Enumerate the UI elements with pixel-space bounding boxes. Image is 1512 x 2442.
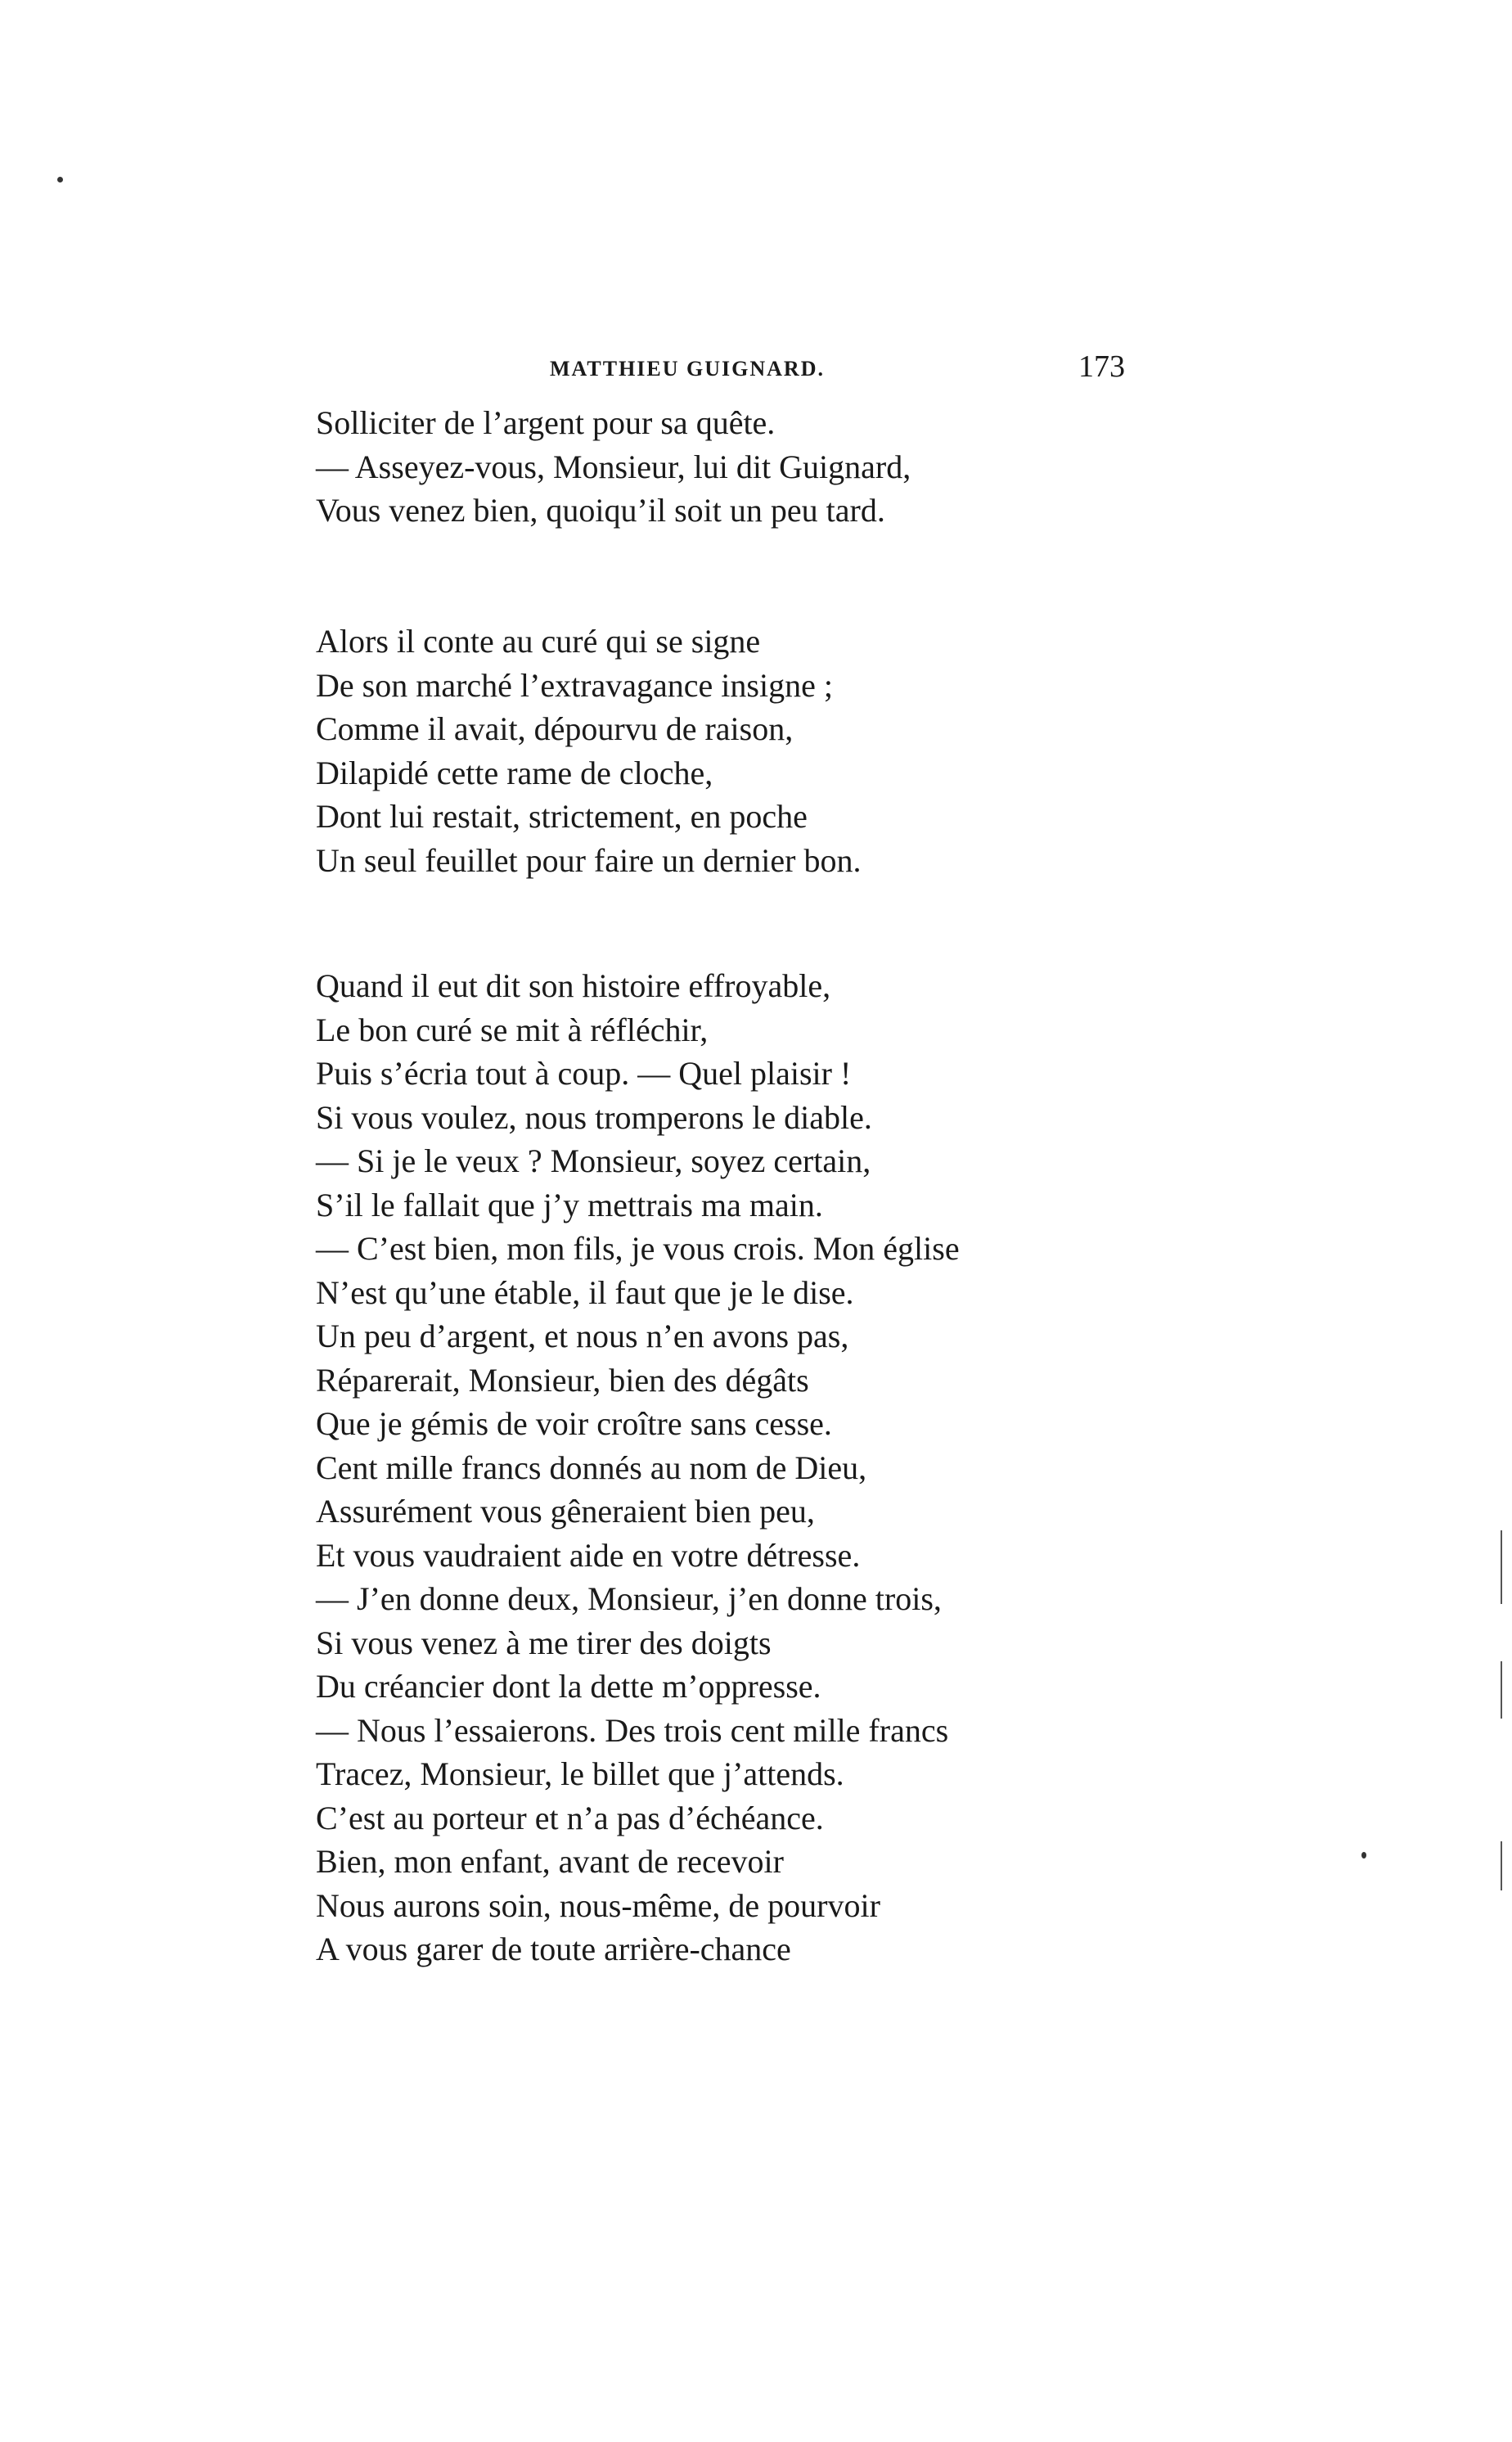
verse-line: Si vous voulez, nous tromperons le diable. bbox=[316, 1098, 872, 1136]
verse-line: Le bon curé se mit à réfléchir, bbox=[316, 1011, 709, 1048]
edge-mark bbox=[1501, 1841, 1502, 1890]
verse-line: Alors il conte au curé qui se signe bbox=[316, 623, 761, 660]
page-number: 173 bbox=[1078, 349, 1125, 384]
verse-line: — C’est bien, mon fils, je vous crois. Mon église bbox=[316, 1230, 960, 1267]
stanza-3 bbox=[316, 964, 960, 1971]
verse-line: A vous garer de toute arrière-chance bbox=[316, 1931, 791, 1967]
edge-mark bbox=[1501, 1661, 1502, 1719]
verse-line: Cent mille francs donnés au nom de Dieu, bbox=[316, 1449, 867, 1486]
verse-line: — J’en donne deux, Monsieur, j’en donne trois, bbox=[316, 1580, 942, 1617]
verse-line: C’est au porteur et n’a pas d’échéance. bbox=[316, 1799, 824, 1836]
verse-line: Bien, mon enfant, avant de recevoir bbox=[316, 1843, 784, 1880]
verse-line: Un peu d’argent, et nous n’en avons pas, bbox=[316, 1318, 849, 1354]
verse-line: Assurément vous gêneraient bien peu, bbox=[316, 1493, 815, 1530]
verse-line: Quand il eut dit son histoire effroyable, bbox=[316, 967, 831, 1004]
verse-line: Puis s’écria tout à coup. — Quel plaisir ! bbox=[316, 1055, 852, 1092]
verse-line: — Nous l’essaierons. Des trois cent mille francs bbox=[316, 1711, 949, 1749]
verse-line: De son marché l’extravagance insigne ; bbox=[316, 666, 833, 704]
verse-line: Vous venez bien, quoiqu’il soit un peu tard. bbox=[316, 492, 885, 529]
verse-line: Du créancier dont la dette m’oppresse. bbox=[316, 1668, 821, 1705]
verse-line: Tracez, Monsieur, le billet que j’attends. bbox=[316, 1755, 844, 1792]
verse-line: Que je gémis de voir croître sans cesse. bbox=[316, 1405, 832, 1442]
verse-line: Nous aurons soin, nous-même, de pourvoir bbox=[316, 1886, 880, 1924]
verse-line: Solliciter de l’argent pour sa quête. bbox=[316, 404, 776, 441]
verse-line: Si vous venez à me tirer des doigts bbox=[316, 1624, 772, 1661]
edge-mark bbox=[1501, 1530, 1502, 1604]
verse-line: N’est qu’une étable, il faut que je le dise. bbox=[316, 1273, 854, 1311]
running-title: MATTHIEU GUIGNARD. bbox=[550, 357, 825, 381]
stanza-2 bbox=[316, 620, 861, 882]
verse-line: Comme il avait, dépourvu de raison, bbox=[316, 710, 794, 747]
verse-line: Et vous vaudraient aide en votre détresse. bbox=[316, 1536, 861, 1574]
ink-speck bbox=[1361, 1852, 1366, 1859]
verse-line: Réparerait, Monsieur, bien des dégâts bbox=[316, 1361, 809, 1399]
stanza-1 bbox=[316, 401, 911, 533]
verse-line: Un seul feuillet pour faire un dernier bon. bbox=[316, 841, 862, 879]
verse-line: — Si je le veux ? Monsieur, soyez certain, bbox=[316, 1142, 871, 1179]
verse-line: Dont lui restait, strictement, en poche bbox=[316, 798, 808, 835]
ink-speck bbox=[57, 177, 63, 182]
verse-line: Dilapidé cette rame de cloche, bbox=[316, 754, 713, 791]
verse-line: — Asseyez-vous, Monsieur, lui dit Guignard, bbox=[316, 448, 911, 485]
verse-line: S’il le fallait que j’y mettrais ma main. bbox=[316, 1186, 823, 1223]
